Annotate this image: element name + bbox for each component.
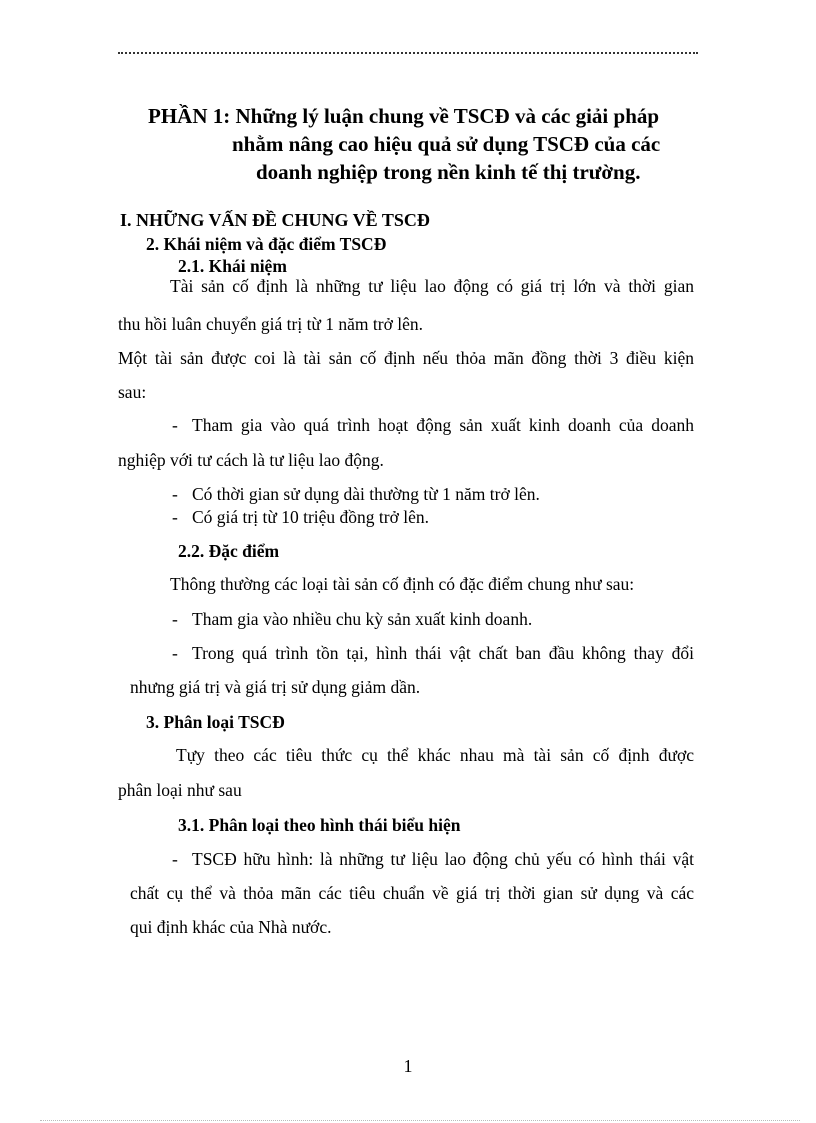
footer-dotted-rule: [40, 1120, 800, 1121]
paragraph-definition-line-1: Tài sản cố định là những tư liệu lao động có giá trị lớn và thời gian: [170, 276, 694, 296]
condition-2: Có thời gian sử dụng dài thường từ 1 năm trở lên.: [192, 484, 540, 504]
paragraph-classification-line-2: phân loại như sau: [118, 780, 242, 800]
paragraph-definition-line-2: thu hồi luân chuyển giá trị từ 1 năm trở lên.: [118, 314, 423, 334]
tangible-asset-line-1: TSCĐ hữu hình: là những tư liệu lao động chủ yếu có hình thái vật: [192, 849, 694, 869]
condition-1-line-1: Tham gia vào quá trình hoạt động sản xuất kinh doanh của doanh: [192, 415, 694, 435]
tangible-asset-line-2: chất cụ thể và thỏa mãn các tiêu chuẩn về giá trị thời gian sử dụng và các: [130, 883, 694, 903]
header-dotted-rule: [118, 52, 698, 54]
condition-1-line-2: nghiệp với tư cách là tư liệu lao động.: [118, 450, 384, 470]
subsection-heading-2-2: 2.2. Đặc điểm: [178, 541, 280, 561]
feature-2-line-1: Trong quá trình tồn tại, hình thái vật chất ban đầu không thay đổi: [192, 643, 694, 663]
subsection-heading-3: 3. Phân loại TSCĐ: [146, 712, 285, 732]
subsection-heading-2: 2. Khái niệm và đặc điểm TSCĐ: [146, 234, 387, 254]
paragraph-classification-line-1: Tựy theo các tiêu thức cụ thể khác nhau mà tài sản cố định được: [176, 745, 694, 765]
paragraph-conditions-line-1: Một tài sản được coi là tài sản cố định nếu thỏa mãn đồng thời 3 điều kiện: [118, 348, 694, 368]
paragraph-features: Thông thường các loại tài sản cố định có đặc điểm chung như sau:: [170, 574, 635, 594]
list-dash: -: [172, 849, 178, 869]
list-dash: -: [172, 484, 178, 504]
list-dash: -: [172, 643, 178, 663]
page-number: 1: [403, 1056, 413, 1076]
section-heading: I. NHỮNG VẤN ĐỀ CHUNG VỀ TSCĐ: [120, 210, 430, 230]
chapter-title-line-3: doanh nghiệp trong nền kinh tế thị trường.: [256, 160, 641, 184]
chapter-title-line-2: nhằm nâng cao hiệu quả sử dụng TSCĐ của các: [232, 132, 661, 156]
tangible-asset-line-3: qui định khác của Nhà nước.: [130, 917, 332, 937]
paragraph-conditions-line-2: sau:: [118, 382, 147, 402]
chapter-title-line-1: PHẦN 1: Những lý luận chung về TSCĐ và các giải pháp: [148, 104, 660, 128]
list-dash: -: [172, 609, 178, 629]
condition-3: Có giá trị từ 10 triệu đồng trở lên.: [192, 507, 429, 527]
subsection-heading-3-1: 3.1. Phân loại theo hình thái biểu hiện: [178, 815, 461, 835]
feature-1: Tham gia vào nhiều chu kỳ sản xuất kinh doanh.: [192, 609, 533, 629]
feature-2-line-2: nhưng giá trị và giá trị sử dụng giảm dần.: [130, 677, 421, 697]
list-dash: -: [172, 415, 178, 435]
list-dash: -: [172, 507, 178, 527]
subsection-heading-2-1: 2.1. Khái niệm: [178, 256, 287, 276]
